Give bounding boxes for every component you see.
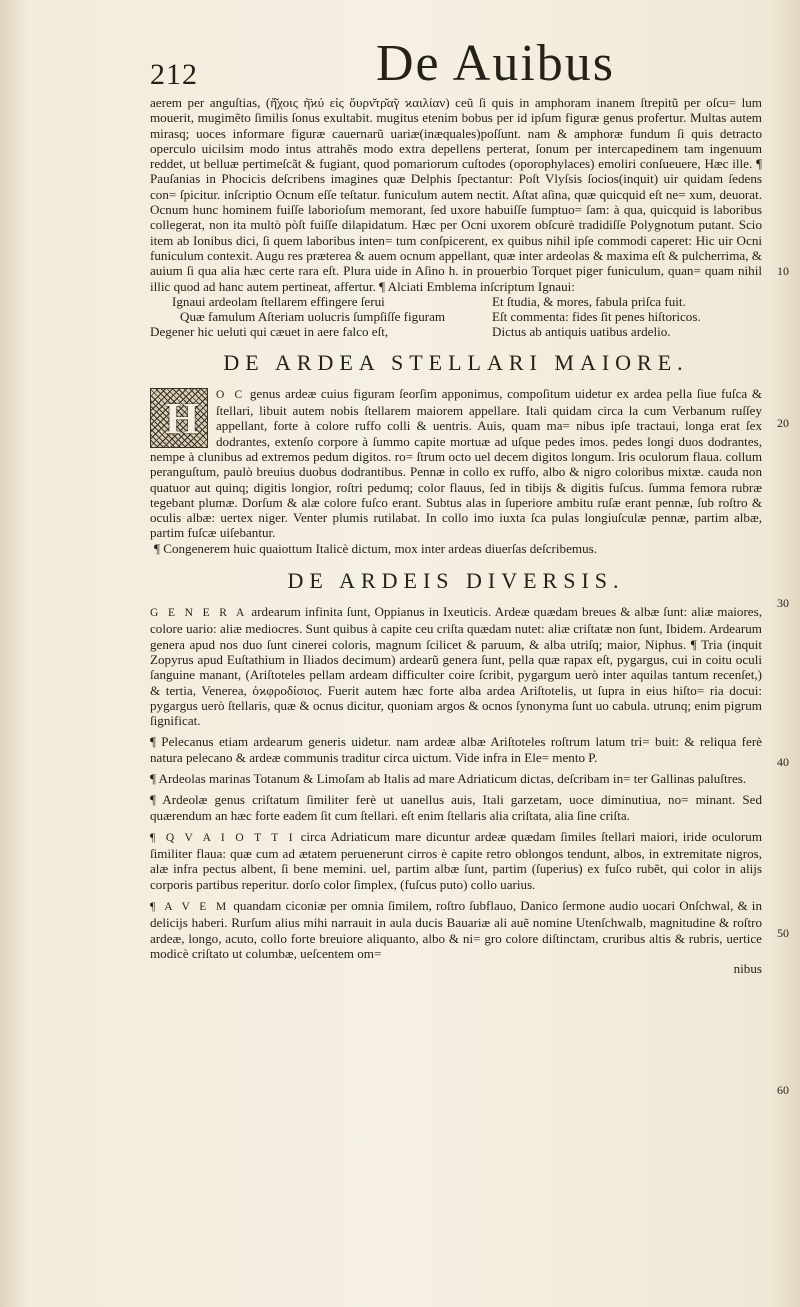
verse-right: Eſt commenta: fides ſit penes hiſtoricos. [492, 309, 701, 325]
paragraph-genera [150, 604, 762, 728]
paragraph-text: genus ardeæ cuius figuram ſeorſim apponimus, compoſitum uidetur ex ardea pella ſiue fuſca & ſtellari, libuit autem nobis ſtellarem maiorem appellare. Itali quidam circa la cum Verbanum ruſſey appellant, forte à colore ruffo colli & uentris. Auis, quam ma= nibus ipſe tractaui, longa erat ſex dodrantes, extenſo corpore à ſummo capite mortuæ ad uſque pedes imos. pedes longi duos dodrantes, nempe à clunibus ad extremos pedum digitos. ro= ſtrum octo uel decem digitos longum. Iris oculorum flaua. collum peranguſtum, paulò breuius duobus dodrantibus. Pennæ in collo ex ruffo, albo & nigro coloribus mixtæ. cauda non quatuor aut quinq; digitis longior, roſtri pedumq; color flauus, ſed in tibijs & digitis fuſcus. ſumma femora rubræ tegebant plumæ. Dorſum & alæ colore fuſco erant. Subtus alas in ſuperiore ambitu ruſæ erant pennæ, ſub roſtro & oculis albæ: uertex niger. Venter plumis rutilabat. In collo imo iuxta ſca pulas longiuſculæ pennæ, partim albæ, partim fuſcæ uiſebantur. [150, 385, 763, 541]
ardea-stellaris-section [150, 386, 762, 541]
lead-words: ¶ Q V A I O T T I [150, 831, 296, 844]
emblem-verse-line [150, 309, 762, 324]
margin-line-number: 50 [777, 926, 789, 940]
page-number: 212 [150, 58, 198, 91]
paragraph-auem [150, 898, 762, 961]
paragraph-text: circa Adriaticum mare dicuntur ardeæ quædam ſimiles ſtellari maiori, iride oculorum ſimiliter flaua: quæ cum ad ætatem peruenerunt cirros è capite retro oblongos tendunt, albos, in extremitate nigros, alæ infra pectus albent, ſi bene memini. uel, partim albæ ſunt, partim (ſuperius) ex fuſco rubẽt, qui color in alijs corporis partibus reperitur. dorſo color ſimplex, (fuſcus puto) collo uarius. [150, 828, 763, 892]
chapter-heading: DE ARDEA STELLARI MAIORE. [223, 349, 689, 375]
margin-line-number: 30 [777, 596, 789, 610]
paragraph-congener: ¶ Congenerem huic quaiottum Italicè dictum, mox inter ardeas diuerſas deſcribemus. [154, 540, 597, 556]
verse-left: Ignaui ardeolam ſtellarem effingere ſerui [172, 293, 385, 309]
running-title: De Auibus [376, 35, 615, 92]
margin-line-number: 60 [777, 1083, 789, 1097]
verse-left: Quæ famulum Aſteriam uolucris ſumpſiſſe figuram [180, 309, 446, 325]
lead-words: ¶ A V E M [150, 901, 230, 914]
paragraph-text: ardearum infinita ſunt, Oppianus in Ixeuticis. Ardeæ quædam breues & albæ ſunt: aliæ maiores, colore uario: aliæ mediocres. Sunt quibus à capite ceu criſta quædam nutet: aliæ criſtatæ non ſunt, Ibidem. Ardearum genera apud nos duo ſunt cinerei coloris, magnum ſcilicet & paruum, & alba utriſq; maior, Niphus. ¶ Tria (inquit Zopyrus apud Euſtathium in Iliados decimum) ardearũ genera ſunt, pella quæ rapax eſt, pygargus, cui in coitu oculi ſanguine manant, (Ariſtoteles pellam ardeam difficulter coire ſcribit, pygargum uerò inter aquilas tantum recenſet,) & tertia, Venerea, ὀϰφροδίσιος. Fuerit autem hæc forte alba ardea Ariſtotelis, ut ſupra in eius hiſto= ria docui: pygargus uerò ſtellaris, quæ & ocnus dicitur, quoniam argos & ocnos ſynonyma ſunt uo cabula. utrunq; enim pigrum ſignificat. [150, 604, 762, 729]
initial-letter: H [165, 393, 200, 443]
chapter-heading: DE ARDEIS DIVERSIS. [287, 568, 625, 594]
paragraph-ardea-stellaris [150, 386, 762, 541]
margin-line-number: 20 [777, 416, 789, 430]
main-text-block [150, 95, 762, 977]
lead-words: G E N E R A [150, 607, 248, 620]
ornamental-initial [150, 388, 208, 448]
lead-words: O C [216, 388, 246, 401]
verse-right: Dictus ab antiquis uatibus ardelio. [492, 324, 671, 340]
paragraph-pelecanus: ¶ Pelecanus etiam ardearum generis uidetur. nam ardeæ albæ Ariſtoteles roſtrum latum tri= buit: & reliqua ferè natura pelecano & ardeæ communis traditur circa uictum. Vide infra in Ele= mento P. [150, 734, 762, 765]
emblem-verse-line [150, 324, 762, 339]
margin-line-number: 10 [777, 264, 789, 278]
verse-left: Degener hic ueluti qui cæuet in aere falco eſt, [150, 324, 389, 340]
catchword: nibus [733, 961, 762, 977]
margin-line-number: 40 [777, 755, 789, 769]
paragraph-ocnus: aerem per anguſtias, (ἤ̆χοις ἠ̈ϰύ εἰς ὄυρν̆τρ̆α̃γ ϰαιλίαν) ceũ ſi quis in amphoram inanem ſtrepitũ per oſcu= lum mouerit, mugimẽto ſimilis ſonus exultabit. mugitus etenim bobus per id ipſum figuræ genus profertur. Multas autem mirasq; uoces informare figuræ cauernarũ uariæ(inæquales)poſſunt. nam & amphoræ fundum ſi quis detracto operculo uicilsim modo intus attrahẽs modo extra depellens perterat, ſonum per intercapedinem tam ingenuum reddet, ut belluæ pertimeſcãt & fugiant, quod pomariorum cuſtodes (oporophylaces) emoliri conſueuere, Hæc ille. ¶ Pauſanias in Phocicis deſcribens imagines quæ Delphis ſpectantur: Poſt Vlyſsis ſocios(inquit) uir quidam ſedens con= ſpicitur. inſcriptio Ocnum eſſe teſtatur. funiculum autem nectit. Aſtat aſina, quæ quicquid eſt ne= xum, deuorat. Ocnum hunc hominem fuiſſe laborioſum memorant, ſed uxore habuiſſe ſumptuo= ſam: à qua, quicquid is laboribus collegerat, non ita multò pòſt fuiſſe dilapidatum. Hæc per Ocni uxorem obſcurè tradidiſſe Polygnotum putant. Scio item ab Ionibus dici, ſi quem laboribus inten= tum conſpicerent, ex quibus nihil ipſe commodi caperet: Hic uir Ocni funiculum contexit. Augu res præterea & auem ocnum appellant, quæ inter ardeolas & maxima eſt & pulcherrima, & auium ſi qua alia hæc certe rara eſt. Plura uide in Aſino h. in prouerbio Torquet piger funiculum, quan= quam nihil illic quod ad hanc autem pertineat, affertur. ¶ Alciati Emblema inſcriptum Ignaui: [150, 95, 762, 294]
paragraph-text: quandam ciconiæ per omnia ſimilem, roſtro ſubflauo, Danico ſermone audio uocari Onſchwal, & in delicijs haberi. Rurſum alius mihi narrauit in aula ducis Bauariæ ali auẽ nomine Utenſchwalb, magnitudine & roſtro ardeæ, longo, acuto, collo forte breuiore aliquanto, albo & ni= gro colore diſtinctam, cruribus altis & rubris, uertice modicè criſtato ut columbæ, ueſcentem om= [150, 898, 762, 961]
emblem-verse-line [150, 294, 762, 309]
paragraph-garzeta: ¶ Ardeolæ genus criſtatum ſimiliter ferè ut uanellus auis, Itali garzetam, uoce diminutiua, no= minant. Sed quærendum an hæc forte eadem ſit cum ſtellari. eſt enim ſtellaris alia criſtata, alia ſine criſta. [150, 792, 762, 823]
verse-right: Et ſtudia, & mores, fabula priſca fuit. [492, 293, 686, 309]
paragraph-ardeolae-marinae: ¶ Ardeolas marinas Totanum & Limoſam ab Italis ad mare Adriaticum dictas, deſcribam in= ter Gallinas paluſtres. [150, 770, 747, 786]
paragraph-quaiotti [150, 829, 762, 892]
